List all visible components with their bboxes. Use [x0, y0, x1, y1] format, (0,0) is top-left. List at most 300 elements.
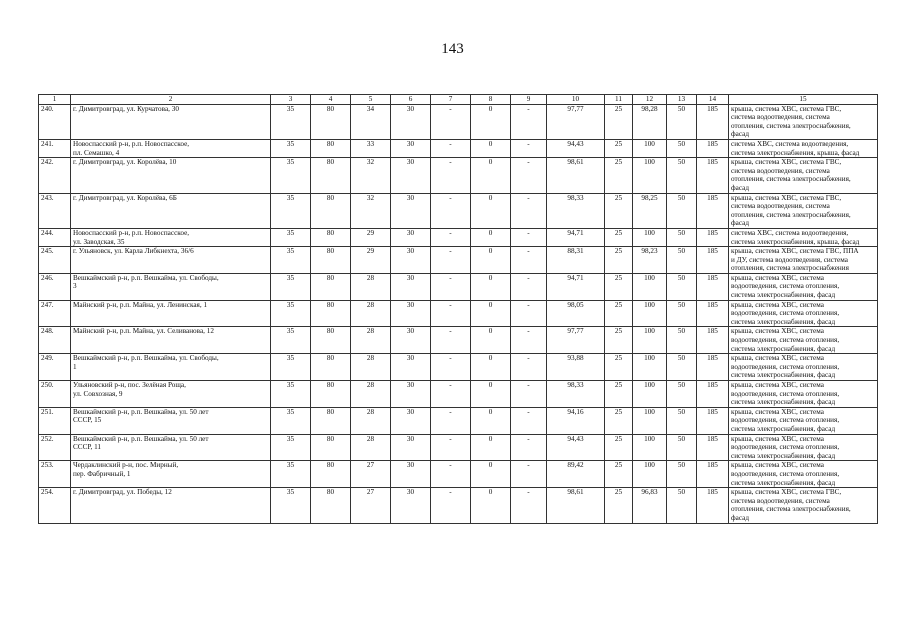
- value-c8: 0: [471, 354, 511, 381]
- table-row: [39, 273, 878, 300]
- works-line: крыша, система ХВС, система: [731, 273, 824, 282]
- address-cell: [71, 434, 271, 461]
- address-cell: [71, 381, 271, 408]
- row-number: 250.: [39, 381, 71, 408]
- value-c10: 93,88: [547, 354, 605, 381]
- value-c7: -: [431, 193, 471, 228]
- works-line: крыша, система ХВС, система: [731, 327, 824, 336]
- address-line: г. Димитровград, ул. Королёва, 10: [73, 158, 177, 167]
- value-c12: 96,83: [633, 488, 667, 523]
- table-row: [39, 461, 878, 488]
- value-c13: 50: [667, 228, 697, 246]
- row-number: 240.: [39, 104, 71, 139]
- table-row: [39, 434, 878, 461]
- value-c3: 35: [271, 434, 311, 461]
- value-c7: -: [431, 461, 471, 488]
- table-row: [39, 488, 878, 523]
- value-c6: 30: [391, 381, 431, 408]
- column-header-4: 4: [311, 95, 351, 105]
- address-cell: [71, 327, 271, 354]
- value-c14: 185: [697, 461, 729, 488]
- works-cell: [729, 273, 878, 300]
- address-line: Новоспасский р-н, р.п. Новоспасское,: [73, 228, 190, 237]
- works-line: система электроснабжения, фасад: [731, 371, 836, 380]
- address-line: Вешкаймский р-н, р.п. Вешкайма, ул. Свободы,: [73, 354, 219, 363]
- value-c3: 35: [271, 461, 311, 488]
- value-c13: 50: [667, 300, 697, 327]
- value-c10: 97,77: [547, 104, 605, 139]
- value-c6: 30: [391, 327, 431, 354]
- table-row: [39, 327, 878, 354]
- table-row: [39, 104, 878, 139]
- address-line: СССР, 11: [73, 443, 101, 452]
- value-c7: -: [431, 327, 471, 354]
- value-c3: 35: [271, 228, 311, 246]
- value-c13: 50: [667, 104, 697, 139]
- column-header-1: 1: [39, 95, 71, 105]
- value-c4: 80: [311, 407, 351, 434]
- value-c11: 25: [605, 434, 633, 461]
- table-row: [39, 247, 878, 274]
- value-c13: 50: [667, 407, 697, 434]
- column-header-13: 13: [667, 95, 697, 105]
- works-cell: [729, 327, 878, 354]
- value-c12: 100: [633, 461, 667, 488]
- value-c4: 80: [311, 381, 351, 408]
- works-cell: [729, 139, 878, 157]
- value-c9: -: [511, 247, 547, 274]
- works-line: крыша, система ХВС, система: [731, 381, 824, 389]
- table-row: [39, 381, 878, 408]
- column-header-11: 11: [605, 95, 633, 105]
- value-c7: -: [431, 139, 471, 157]
- value-c14: 185: [697, 139, 729, 157]
- row-number: 247.: [39, 300, 71, 327]
- works-line: система электроснабжения, фасад: [731, 317, 836, 326]
- address-line: Майнский р-н, р.п. Майна, ул. Селиванова, 12: [73, 327, 214, 336]
- value-c6: 30: [391, 273, 431, 300]
- works-line: водоотведения, система отопления,: [731, 469, 840, 478]
- value-c10: 94,16: [547, 407, 605, 434]
- works-line: крыша, система ХВС, система ГВС,: [731, 193, 842, 202]
- value-c5: 29: [351, 247, 391, 274]
- value-c13: 50: [667, 193, 697, 228]
- works-line: фасад: [731, 219, 749, 228]
- row-number: 245.: [39, 247, 71, 274]
- address-cell: [71, 407, 271, 434]
- row-number: 241.: [39, 139, 71, 157]
- works-line: крыша, система ХВС, система ГВС,: [731, 488, 842, 497]
- value-c3: 35: [271, 300, 311, 327]
- works-line: система водоотведения, система: [731, 166, 830, 175]
- works-line: и ДУ, система водоотведения, система: [731, 255, 848, 264]
- works-line: система электроснабжения, фасад: [731, 451, 836, 460]
- works-line: крыша, система ХВС, система: [731, 354, 824, 363]
- works-line: отопления, система электроснабжения,: [731, 210, 851, 219]
- value-c14: 185: [697, 273, 729, 300]
- address-line: 3: [73, 282, 77, 291]
- value-c10: 98,33: [547, 381, 605, 408]
- works-line: система электроснабжения, крыша, фасад: [731, 148, 860, 157]
- value-c3: 35: [271, 327, 311, 354]
- column-header-7: 7: [431, 95, 471, 105]
- value-c12: 98,28: [633, 104, 667, 139]
- value-c5: 28: [351, 354, 391, 381]
- works-line: система водоотведения, система: [731, 496, 830, 505]
- value-c6: 30: [391, 488, 431, 523]
- address-cell: [71, 104, 271, 139]
- table-row: [39, 228, 878, 246]
- value-c9: -: [511, 273, 547, 300]
- value-c12: 98,23: [633, 247, 667, 274]
- works-line: система водоотведения, система: [731, 202, 830, 211]
- value-c6: 30: [391, 158, 431, 193]
- table-row: [39, 407, 878, 434]
- value-c3: 35: [271, 139, 311, 157]
- row-number: 254.: [39, 488, 71, 523]
- address-line: пер. Фабричный, 1: [73, 469, 131, 478]
- works-line: крыша, система ХВС, система ГВС,: [731, 104, 842, 113]
- value-c9: -: [511, 381, 547, 408]
- value-c3: 35: [271, 354, 311, 381]
- value-c9: -: [511, 461, 547, 488]
- works-line: система ХВС, система водоотведения,: [731, 228, 849, 237]
- works-line: система электроснабжения, фасад: [731, 291, 836, 300]
- value-c14: 185: [697, 381, 729, 408]
- row-number: 252.: [39, 434, 71, 461]
- value-c8: 0: [471, 488, 511, 523]
- value-c4: 80: [311, 273, 351, 300]
- value-c10: 97,77: [547, 327, 605, 354]
- value-c3: 35: [271, 193, 311, 228]
- row-number: 248.: [39, 327, 71, 354]
- value-c10: 98,33: [547, 193, 605, 228]
- value-c5: 28: [351, 273, 391, 300]
- value-c7: -: [431, 488, 471, 523]
- works-line: система ХВС, система водоотведения,: [731, 139, 849, 148]
- column-header-8: 8: [471, 95, 511, 105]
- value-c6: 30: [391, 354, 431, 381]
- column-header-14: 14: [697, 95, 729, 105]
- value-c11: 25: [605, 228, 633, 246]
- value-c13: 50: [667, 139, 697, 157]
- address-cell: [71, 461, 271, 488]
- value-c12: 100: [633, 434, 667, 461]
- address-line: Новоспасский р-н, р.п. Новоспасское,: [73, 139, 190, 148]
- value-c4: 80: [311, 139, 351, 157]
- address-cell: [71, 139, 271, 157]
- value-c6: 30: [391, 300, 431, 327]
- value-c8: 0: [471, 327, 511, 354]
- value-c5: 28: [351, 381, 391, 408]
- value-c11: 25: [605, 193, 633, 228]
- housing-repair-table: [38, 94, 878, 524]
- value-c5: 28: [351, 300, 391, 327]
- row-number: 243.: [39, 193, 71, 228]
- row-number: 242.: [39, 158, 71, 193]
- row-number: 249.: [39, 354, 71, 381]
- works-line: система электроснабжения, крыша, фасад: [731, 237, 860, 246]
- address-line: ул. Совхозная, 9: [73, 389, 123, 398]
- value-c11: 25: [605, 354, 633, 381]
- works-line: фасад: [731, 183, 749, 192]
- value-c5: 29: [351, 228, 391, 246]
- value-c8: 0: [471, 228, 511, 246]
- works-line: отопления, система электроснабжения,: [731, 121, 851, 130]
- value-c11: 25: [605, 407, 633, 434]
- works-line: крыша, система ХВС, система ГВС, ППА: [731, 247, 859, 256]
- value-c11: 25: [605, 381, 633, 408]
- address-line: Вешкаймский р-н, р.п. Вешкайма, ул. 50 лет: [73, 407, 209, 416]
- value-c9: -: [511, 327, 547, 354]
- works-line: водоотведения, система отопления,: [731, 416, 840, 425]
- column-header-15: 15: [729, 95, 878, 105]
- works-cell: [729, 300, 878, 327]
- value-c7: -: [431, 228, 471, 246]
- works-line: водоотведения, система отопления,: [731, 336, 840, 345]
- works-line: крыша, система ХВС, система: [731, 434, 824, 443]
- value-c6: 30: [391, 228, 431, 246]
- value-c6: 30: [391, 461, 431, 488]
- value-c7: -: [431, 158, 471, 193]
- works-line: система электроснабжения, фасад: [731, 478, 836, 487]
- address-line: ул. Заводская, 35: [73, 237, 125, 246]
- value-c4: 80: [311, 158, 351, 193]
- works-line: крыша, система ХВС, система: [731, 300, 824, 309]
- value-c8: 0: [471, 104, 511, 139]
- value-c13: 50: [667, 273, 697, 300]
- table-body: [39, 95, 878, 524]
- value-c8: 0: [471, 139, 511, 157]
- address-cell: [71, 193, 271, 228]
- works-line: система электроснабжения, фасад: [731, 344, 836, 353]
- address-line: пл. Семашко, 4: [73, 148, 120, 157]
- value-c7: -: [431, 247, 471, 274]
- value-c9: -: [511, 488, 547, 523]
- value-c12: 100: [633, 407, 667, 434]
- value-c4: 80: [311, 488, 351, 523]
- column-header-5: 5: [351, 95, 391, 105]
- address-cell: [71, 488, 271, 523]
- value-c6: 30: [391, 407, 431, 434]
- value-c6: 30: [391, 434, 431, 461]
- works-line: водоотведения, система отопления,: [731, 362, 840, 371]
- value-c13: 50: [667, 158, 697, 193]
- address-cell: [71, 273, 271, 300]
- row-number: 244.: [39, 228, 71, 246]
- value-c13: 50: [667, 354, 697, 381]
- value-c4: 80: [311, 247, 351, 274]
- value-c7: -: [431, 381, 471, 408]
- table-row: [39, 354, 878, 381]
- value-c4: 80: [311, 193, 351, 228]
- value-c13: 50: [667, 247, 697, 274]
- page-number: 143: [441, 41, 464, 57]
- value-c4: 80: [311, 327, 351, 354]
- value-c13: 50: [667, 488, 697, 523]
- works-line: отопления, система электроснабжения,: [731, 505, 851, 514]
- works-cell: [729, 407, 878, 434]
- value-c3: 35: [271, 158, 311, 193]
- address-line: г. Димитровград, ул. Курчатова, 30: [73, 104, 179, 113]
- value-c5: 28: [351, 407, 391, 434]
- value-c13: 50: [667, 461, 697, 488]
- value-c4: 80: [311, 354, 351, 381]
- address-cell: [71, 300, 271, 327]
- value-c11: 25: [605, 461, 633, 488]
- value-c5: 34: [351, 104, 391, 139]
- value-c3: 35: [271, 407, 311, 434]
- value-c8: 0: [471, 407, 511, 434]
- value-c13: 50: [667, 381, 697, 408]
- value-c10: 94,71: [547, 273, 605, 300]
- column-number-header: [39, 95, 878, 105]
- value-c11: 25: [605, 247, 633, 274]
- works-line: система электроснабжения, фасад: [731, 424, 836, 433]
- address-line: г. Ульяновск, ул. Карла Либкнехта, 36/6: [73, 247, 194, 256]
- works-cell: [729, 434, 878, 461]
- address-line: 1: [73, 362, 77, 371]
- works-cell: [729, 354, 878, 381]
- value-c9: -: [511, 407, 547, 434]
- value-c10: 89,42: [547, 461, 605, 488]
- table-row: [39, 158, 878, 193]
- address-line: Вешкаймский р-н, р.п. Вешкайма, ул. 50 лет: [73, 434, 209, 443]
- column-header-6: 6: [391, 95, 431, 105]
- works-line: водоотведения, система отопления,: [731, 309, 840, 318]
- value-c6: 30: [391, 104, 431, 139]
- works-line: крыша, система ХВС, система: [731, 407, 824, 416]
- value-c3: 35: [271, 104, 311, 139]
- address-line: Чердаклинский р-н, пос. Мирный,: [73, 461, 179, 470]
- value-c12: 100: [633, 354, 667, 381]
- value-c7: -: [431, 300, 471, 327]
- value-c14: 185: [697, 434, 729, 461]
- value-c3: 35: [271, 488, 311, 523]
- value-c3: 35: [271, 247, 311, 274]
- value-c5: 32: [351, 193, 391, 228]
- value-c11: 25: [605, 327, 633, 354]
- value-c9: -: [511, 158, 547, 193]
- works-cell: [729, 104, 878, 139]
- value-c10: 94,71: [547, 228, 605, 246]
- address-cell: [71, 228, 271, 246]
- value-c14: 185: [697, 158, 729, 193]
- value-c7: -: [431, 273, 471, 300]
- address-line: г. Димитровград, ул. Королёва, 6Б: [73, 193, 177, 202]
- value-c12: 100: [633, 228, 667, 246]
- works-cell: [729, 488, 878, 523]
- works-cell: [729, 158, 878, 193]
- works-line: водоотведения, система отопления,: [731, 389, 840, 398]
- works-line: система электроснабжения, фасад: [731, 398, 836, 407]
- value-c7: -: [431, 354, 471, 381]
- works-cell: [729, 247, 878, 274]
- value-c10: 98,61: [547, 158, 605, 193]
- value-c9: -: [511, 228, 547, 246]
- address-cell: [71, 247, 271, 274]
- value-c5: 28: [351, 327, 391, 354]
- value-c8: 0: [471, 300, 511, 327]
- works-line: фасад: [731, 130, 749, 139]
- value-c9: -: [511, 354, 547, 381]
- value-c11: 25: [605, 300, 633, 327]
- value-c14: 185: [697, 193, 729, 228]
- value-c5: 32: [351, 158, 391, 193]
- value-c4: 80: [311, 461, 351, 488]
- value-c11: 25: [605, 488, 633, 523]
- works-line: система водоотведения, система: [731, 113, 830, 122]
- value-c10: 94,43: [547, 434, 605, 461]
- value-c12: 100: [633, 158, 667, 193]
- works-line: водоотведения, система отопления,: [731, 443, 840, 452]
- value-c9: -: [511, 434, 547, 461]
- value-c10: 98,05: [547, 300, 605, 327]
- works-line: крыша, система ХВС, система ГВС,: [731, 158, 842, 167]
- value-c4: 80: [311, 434, 351, 461]
- value-c12: 100: [633, 273, 667, 300]
- table-row: [39, 300, 878, 327]
- column-header-3: 3: [271, 95, 311, 105]
- value-c9: -: [511, 300, 547, 327]
- value-c14: 185: [697, 228, 729, 246]
- value-c12: 98,25: [633, 193, 667, 228]
- column-header-2: 2: [71, 95, 271, 105]
- value-c8: 0: [471, 193, 511, 228]
- column-header-9: 9: [511, 95, 547, 105]
- works-line: крыша, система ХВС, система: [731, 461, 824, 470]
- row-number: 246.: [39, 273, 71, 300]
- value-c9: -: [511, 104, 547, 139]
- value-c5: 27: [351, 461, 391, 488]
- value-c12: 100: [633, 300, 667, 327]
- table-row: [39, 193, 878, 228]
- value-c4: 80: [311, 104, 351, 139]
- value-c7: -: [431, 434, 471, 461]
- value-c5: 27: [351, 488, 391, 523]
- address-line: Вешкаймский р-н, р.п. Вешкайма, ул. Свободы,: [73, 273, 219, 282]
- address-line: СССР, 15: [73, 416, 102, 425]
- value-c5: 33: [351, 139, 391, 157]
- value-c10: 98,61: [547, 488, 605, 523]
- value-c8: 0: [471, 434, 511, 461]
- address-line: г. Димитровград, ул. Победы, 12: [73, 488, 172, 497]
- value-c10: 88,31: [547, 247, 605, 274]
- value-c6: 30: [391, 193, 431, 228]
- works-cell: [729, 193, 878, 228]
- works-line: водоотведения, система отопления,: [731, 282, 840, 291]
- value-c11: 25: [605, 158, 633, 193]
- value-c5: 28: [351, 434, 391, 461]
- value-c8: 0: [471, 461, 511, 488]
- value-c14: 185: [697, 488, 729, 523]
- value-c9: -: [511, 193, 547, 228]
- value-c3: 35: [271, 381, 311, 408]
- address-line: Ульяновский р-н, пос. Зелёная Роща,: [73, 381, 186, 389]
- works-cell: [729, 461, 878, 488]
- value-c9: -: [511, 139, 547, 157]
- address-cell: [71, 354, 271, 381]
- address-cell: [71, 158, 271, 193]
- value-c6: 30: [391, 247, 431, 274]
- value-c10: 94,43: [547, 139, 605, 157]
- value-c11: 25: [605, 273, 633, 300]
- value-c12: 100: [633, 327, 667, 354]
- value-c7: -: [431, 407, 471, 434]
- value-c14: 185: [697, 327, 729, 354]
- value-c8: 0: [471, 247, 511, 274]
- value-c14: 185: [697, 247, 729, 274]
